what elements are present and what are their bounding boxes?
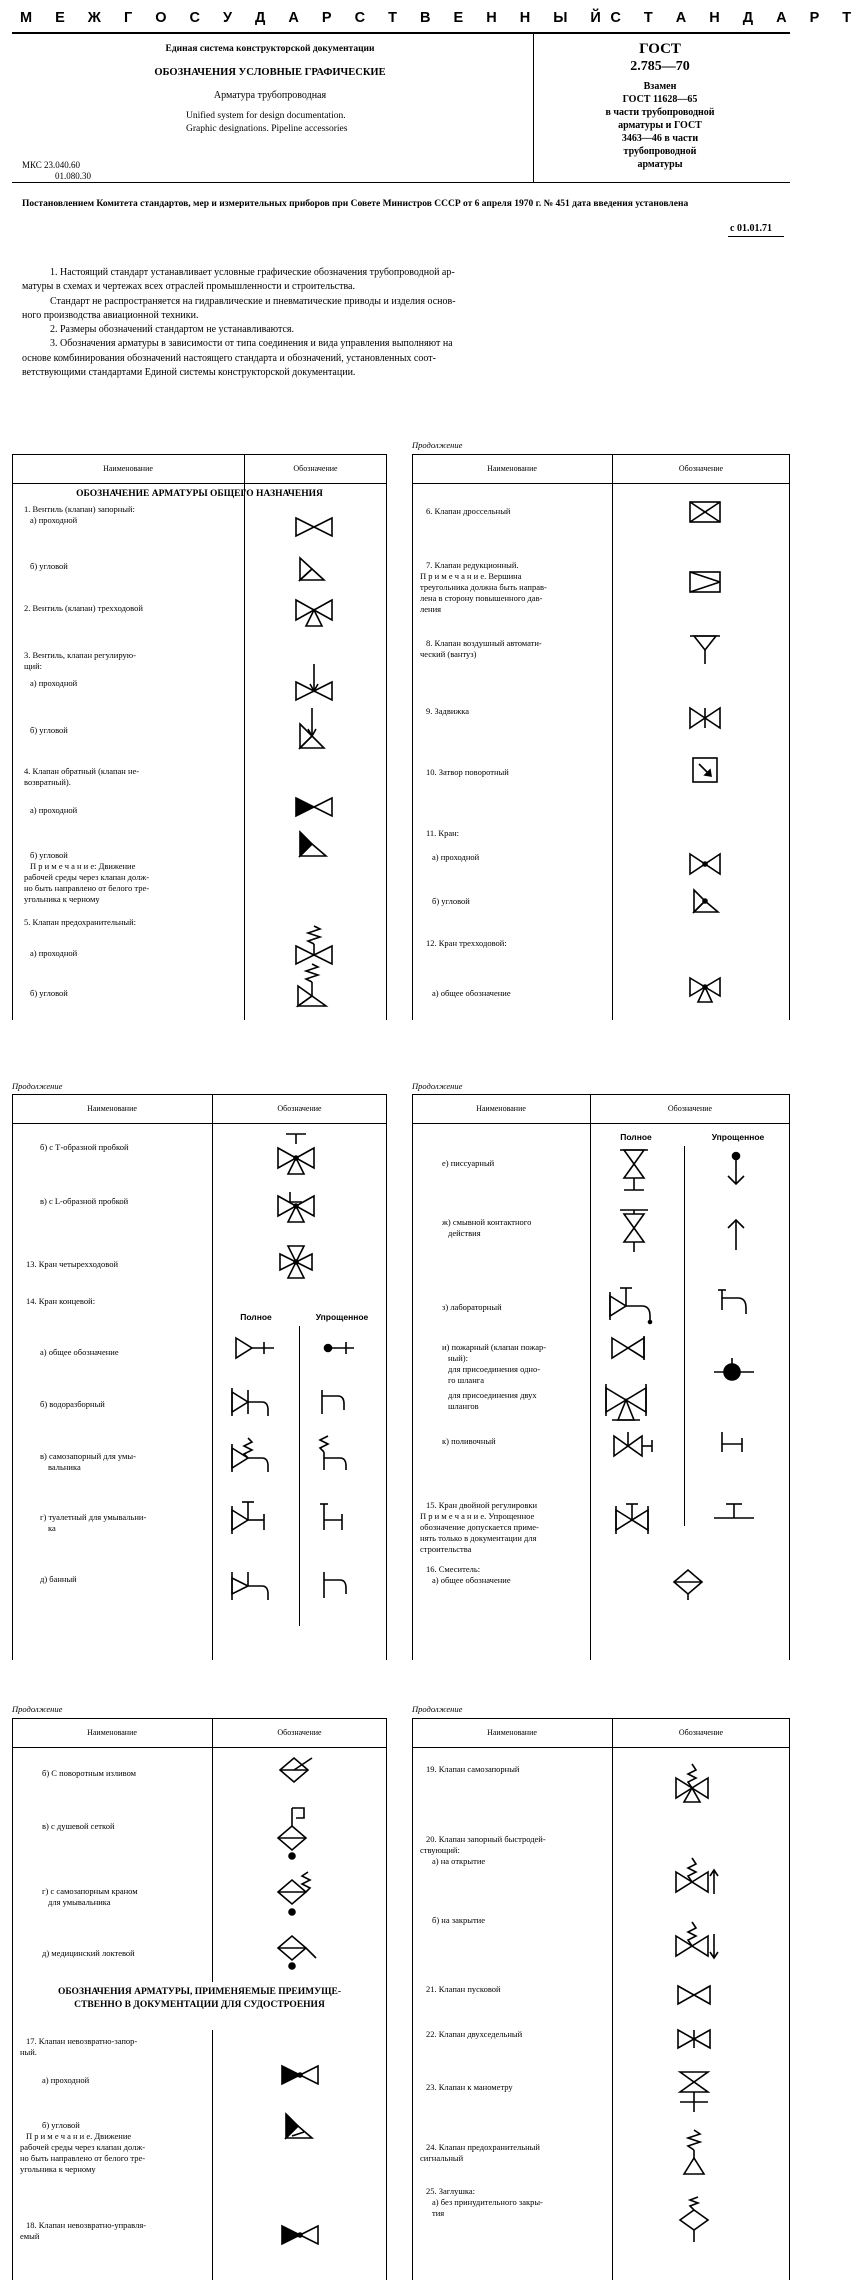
row-label: сигнальный — [420, 2153, 464, 2163]
row-label: рабочей среды через клапан долж- — [24, 872, 150, 882]
row-label: г) туалетный для умывальни- — [40, 1512, 147, 1522]
medical-elbow-mixer-symbol — [274, 1926, 320, 1972]
four-way-cock-symbol — [278, 1244, 318, 1284]
row-label: а) проходной — [42, 2075, 90, 2085]
fire-valve-simple-symbol — [712, 1356, 758, 1390]
col-name-header: Наименование — [487, 464, 537, 473]
intro-line: 2. Размеры обозначений стандартом не устанавливаются. — [50, 324, 295, 336]
english-title-2: Graphic designations. Pipeline accessories — [186, 124, 348, 134]
row-label: б) водоразборный — [40, 1399, 105, 1409]
gost-label: ГОСТ — [639, 41, 681, 57]
replace-line: арматуры — [637, 159, 683, 170]
header-divider — [533, 32, 534, 182]
row-label: в) с L-образной пробкой — [40, 1196, 129, 1206]
header-rule — [12, 32, 790, 34]
cock-straight-symbol — [688, 850, 724, 878]
header-bottom-rule — [12, 182, 790, 183]
intro-line: Стандарт не распространяется на гидравлические и пневматические приводы и изделия основ- — [50, 295, 456, 307]
watering-tap-simple-symbol — [716, 1430, 756, 1460]
row-label: 10. Затвор поворотный — [426, 767, 509, 777]
row-label: а) проходной — [432, 852, 480, 862]
row-label: 23. Клапан к манометру — [426, 2082, 513, 2092]
intro-text — [22, 266, 782, 380]
row-label: а) проходной — [30, 515, 78, 525]
row-label: 24. Клапан предохранительный — [426, 2142, 540, 2152]
row-label: б) угловой — [30, 988, 68, 998]
row-label: д) банный — [40, 1574, 77, 1584]
row-label: лена в сторону повышенного дав- — [420, 593, 543, 603]
table-page-1 — [12, 454, 387, 1020]
row-label: П р и м е ч а н и е. Упрощенное — [420, 1511, 535, 1521]
fire-valve-double-full-symbol — [604, 1380, 654, 1422]
date-underline — [728, 236, 784, 237]
row-label: б) угловой — [30, 850, 68, 860]
table-header — [12, 1094, 387, 1124]
gate-valve-symbol — [294, 512, 334, 542]
row-label: а) общее обозначение — [40, 1347, 119, 1357]
row-label: ж) смывной контактного — [442, 1217, 532, 1227]
t-plug-cock-symbol — [276, 1130, 316, 1176]
bath-tap-full-symbol — [230, 1568, 274, 1604]
continued-label: Продолжение — [412, 1081, 463, 1091]
row-label: 17. Клапан невозвратно-запор- — [26, 2036, 138, 2046]
full-column-label: Полное — [620, 1132, 652, 1142]
intro-line: ветствующими стандартами Единой системы конструкторской документации. — [22, 367, 356, 379]
row-label: 15. Кран двойной регулировки — [426, 1500, 538, 1510]
starting-valve-symbol — [676, 1980, 716, 2010]
end-cock-simple-symbol — [318, 1338, 358, 1358]
mixer-symbol — [670, 1568, 710, 1602]
row-label: б) С поворотным изливом — [42, 1768, 137, 1778]
col-symbol-header: Обозначение — [667, 1104, 713, 1113]
effective-date: с 01.01.71 — [730, 223, 772, 234]
control-valve-symbol — [294, 664, 334, 704]
document-subtitle: Арматура трубопроводная — [213, 90, 327, 101]
intro-line: 1. Настоящий стандарт устанавливает условные графические обозначения трубопроводной ар- — [50, 267, 455, 278]
row-label: 6. Клапан дроссельный — [426, 506, 511, 516]
row-label: 19. Клапан самозапорный — [426, 1764, 520, 1774]
self-closing-tap-simple-symbol — [318, 1436, 354, 1476]
row-label: а) проходной — [30, 678, 78, 688]
safety-angle-valve-symbol — [294, 962, 334, 1012]
row-label: угольника к черному — [24, 894, 100, 904]
mks-code-1: МКС 23.040.60 — [22, 160, 81, 170]
row-label: емый — [20, 2231, 40, 2241]
row-label: нять только в документации для — [420, 1533, 537, 1543]
row-label: обозначение допускается приме- — [420, 1522, 539, 1532]
shower-mixer-symbol — [274, 1804, 318, 1862]
row-label: П р и м е ч а н и е: Движение — [30, 861, 136, 871]
row-label: 18. Клапан невозвратно-управля- — [26, 2220, 147, 2230]
row-label: з) лабораторный — [442, 1302, 502, 1312]
air-valve-symbol — [688, 632, 724, 668]
row-label: б) с Т-образной пробкой — [40, 1142, 129, 1152]
row-label: П р и м е ч а н и е. Движение — [26, 2131, 132, 2141]
reducing-valve-symbol — [688, 570, 724, 596]
stop-flap-symbol — [676, 2196, 716, 2246]
fire-valve-single-full-symbol — [610, 1334, 650, 1364]
table-page-2 — [412, 454, 790, 1020]
row-label: 20. Клапан запорный быстродей- — [426, 1834, 546, 1844]
three-way-cock-symbol — [688, 974, 724, 1006]
col-name-header: Наименование — [87, 1104, 137, 1113]
system-name: Единая система конструкторской документации — [165, 44, 375, 54]
non-return-controlled-valve-symbol — [280, 2220, 320, 2250]
full-column-label: Полное — [240, 1312, 272, 1322]
row-label: б) угловой — [30, 725, 68, 735]
row-label: 11. Кран: — [426, 828, 460, 838]
replaces-block — [540, 80, 780, 171]
row-label: а) общее обозначение — [432, 988, 511, 998]
english-title-1: Unified system for design documentation. — [186, 111, 346, 121]
double-seat-valve-symbol — [676, 2024, 716, 2054]
self-closing-tap-full-symbol — [230, 1434, 274, 1476]
row-label: ствующий: — [420, 1845, 460, 1855]
row-label: шлангов — [448, 1401, 479, 1411]
flush-valve-full-symbol — [618, 1206, 652, 1256]
col-name-header: Наименование — [103, 464, 153, 473]
quick-close-valve-symbol — [674, 1918, 720, 1964]
document-title: ОБОЗНАЧЕНИЯ УСЛОВНЫЕ ГРАФИЧЕСКИЕ — [154, 67, 386, 78]
row-label: 25. Заглушка: — [426, 2186, 476, 2196]
row-label: 21. Клапан пусковой — [426, 1984, 501, 1994]
row-label: вальника — [48, 1462, 81, 1472]
row-label: действия — [448, 1228, 481, 1238]
row-label: но быть направлено от белого тре- — [20, 2153, 146, 2163]
row-label: возвратный). — [24, 777, 71, 787]
row-label: ный. — [20, 2047, 37, 2057]
row-label: ления — [420, 604, 442, 614]
row-label: 1. Вентиль (клапан) запорный: — [24, 504, 135, 514]
control-angle-valve-symbol — [296, 708, 336, 752]
end-cock-full-symbol — [234, 1336, 278, 1360]
row-label: 14. Кран концевой: — [26, 1296, 96, 1306]
row-label: для присоединения одно- — [448, 1364, 541, 1374]
non-return-stop-angle-valve-symbol — [282, 2110, 322, 2146]
row-label: ческий (вантуз) — [420, 649, 477, 659]
check-valve-symbol — [294, 792, 334, 822]
replace-line: ГОСТ 11628—65 — [622, 94, 698, 105]
intro-line: матуры в схемах и чертежах всех отраслей промышленности и строительства. — [22, 281, 355, 293]
row-label: к) поливочный — [442, 1436, 496, 1446]
row-label: 12. Кран трехходовой: — [426, 938, 507, 948]
row-label: б) угловой — [42, 2120, 80, 2130]
lab-tap-simple-symbol — [716, 1286, 756, 1324]
intro-line: 3. Обозначения арматуры в зависимости от типа соединения и вида управления выполняют на — [50, 338, 453, 350]
row-label: 4. Клапан обратный (клапан не- — [24, 766, 140, 776]
col-name-header: Наименование — [87, 1728, 137, 1737]
butterfly-valve-symbol — [691, 756, 721, 786]
toilet-tap-full-symbol — [230, 1498, 274, 1536]
check-angle-valve-symbol — [296, 828, 336, 862]
table-header — [12, 1718, 387, 1748]
throttle-valve-symbol — [688, 500, 724, 526]
watering-tap-full-symbol — [612, 1430, 656, 1462]
col-name-header: Наименование — [487, 1728, 537, 1737]
quick-open-valve-symbol — [674, 1854, 720, 1900]
row-label: 22. Клапан двухседельный — [426, 2029, 523, 2039]
row-label: 5. Клапан предохранительный: — [24, 917, 137, 927]
swivel-spout-mixer-symbol — [276, 1754, 316, 1790]
row-label: а) общее обозначение — [432, 1575, 511, 1585]
replace-line: трубопроводной — [623, 146, 697, 157]
row-label: а) проходной — [30, 948, 78, 958]
row-label: 2. Вентиль (клапан) трехходовой — [24, 603, 143, 613]
row-label: тия — [432, 2208, 445, 2218]
row-label: но быть направлено от белого тре- — [24, 883, 150, 893]
row-label: для умывальника — [48, 1897, 111, 1907]
intro-line: основе комбинирования обозначений настоящего стандарта и обозначений, установленных соот- — [22, 352, 436, 364]
replace-line: Взамен — [643, 81, 677, 92]
row-label: угольника к черному — [20, 2164, 96, 2174]
row-label: д) медицинский локтевой — [42, 1948, 135, 1958]
cock-angle-symbol — [690, 886, 726, 918]
water-tap-full-symbol — [230, 1386, 274, 1420]
urinal-tap-simple-symbol — [722, 1150, 752, 1192]
non-return-stop-valve-symbol — [280, 2060, 320, 2090]
row-label: 8. Клапан воздушный автомати- — [426, 638, 542, 648]
col-symbol-header: Обозначение — [678, 464, 724, 473]
simplified-column-label: Упрощенное — [315, 1312, 369, 1322]
continued-label: Продолжение — [12, 1081, 63, 1091]
double-adjust-valve-full-symbol — [614, 1500, 654, 1540]
signal-safety-valve-symbol — [678, 2130, 714, 2180]
continued-label: Продолжение — [12, 1704, 63, 1714]
row-label: и) пожарный (клапан пожар- — [442, 1342, 547, 1352]
three-way-valve-symbol — [294, 596, 334, 628]
row-label: б) угловой — [30, 561, 68, 571]
row-label: 7. Клапан редукционный. — [426, 560, 519, 570]
col-symbol-header: Обозначение — [277, 1104, 322, 1113]
bath-tap-simple-symbol — [318, 1568, 354, 1604]
row-label: строительства — [420, 1544, 472, 1554]
row-label: в) с душевой сеткой — [42, 1821, 115, 1831]
row-label: в) самозапорный для умы- — [40, 1451, 136, 1461]
row-label: 3. Вентиль, клапан регулирую- — [24, 650, 136, 660]
table-header — [12, 454, 387, 484]
gate-symbol — [688, 704, 724, 732]
continued-label: Продолжение — [412, 440, 463, 450]
continued-label: Продолжение — [412, 1704, 463, 1714]
replace-line: 3463—46 в части — [621, 133, 699, 144]
self-closing-mixer-symbol — [274, 1868, 318, 1920]
row-label: для присоединения двух — [448, 1390, 537, 1400]
col-name-header: Наименование — [476, 1104, 526, 1113]
l-plug-cock-symbol — [276, 1188, 316, 1228]
row-label: е) писсуарный — [442, 1158, 495, 1168]
self-closing-valve-symbol — [674, 1758, 714, 1806]
section-heading: СТВЕННО В ДОКУМЕНТАЦИИ ДЛЯ СУДОСТРОЕНИЯ — [74, 2000, 325, 2010]
row-label: треугольника должна быть направ- — [420, 582, 547, 592]
lab-tap-full-symbol — [608, 1284, 658, 1326]
urinal-tap-full-symbol — [618, 1146, 652, 1194]
toilet-tap-simple-symbol — [318, 1500, 354, 1536]
mks-code-2: 01.080.30 — [55, 171, 91, 181]
row-label: б) угловой — [432, 896, 470, 906]
standard-banner — [20, 4, 861, 32]
decree-text: Постановлением Комитета стандартов, мер и измерительных приборов при Совете Министров СССР от 6 апреля 1970 г. № 451 дата введения установлена — [22, 199, 689, 209]
banner-left: М Е Ж Г О С У Д А Р С Т В Е Н Н Ы Й — [20, 9, 611, 26]
flush-valve-simple-symbol — [722, 1214, 752, 1254]
row-label: 13. Кран четырехходовой — [26, 1259, 119, 1269]
row-label: 16. Смеситель: — [426, 1564, 481, 1574]
row-label: 9. Задвижка — [426, 706, 470, 716]
row-label: а) без принудительного закры- — [432, 2197, 543, 2207]
table-header — [412, 454, 790, 484]
col-symbol-header: Обозначение — [277, 1728, 322, 1737]
manometer-valve-symbol — [676, 2068, 716, 2116]
row-label: а) проходной — [30, 805, 78, 815]
row-label: ный): — [448, 1353, 469, 1363]
table-header — [412, 1718, 790, 1748]
water-tap-simple-symbol — [316, 1388, 352, 1418]
table-header — [412, 1094, 790, 1124]
section-heading: ОБОЗНАЧЕНИЕ АРМАТУРЫ ОБЩЕГО НАЗНАЧЕНИЯ — [76, 489, 323, 499]
section-heading: ОБОЗНАЧЕНИЯ АРМАТУРЫ, ПРИМЕНЯЕМЫЕ ПРЕИМУЩЕ- — [57, 1987, 342, 1997]
row-label: рабочей среды через клапан долж- — [20, 2142, 146, 2152]
intro-line: ного производства авиационной техники. — [22, 309, 199, 321]
replace-line: в части трубопроводной — [605, 107, 715, 118]
row-label: б) на закрытие — [432, 1915, 485, 1925]
row-label: г) с самозапорным краном — [42, 1886, 138, 1896]
double-adjust-valve-simple-symbol — [712, 1500, 758, 1534]
row-label: П р и м е ч а н и е. Вершина — [420, 571, 522, 581]
col-symbol-header: Обозначение — [678, 1728, 724, 1737]
gost-number: 2.785—70 — [630, 59, 690, 74]
row-label: го шланга — [448, 1375, 485, 1385]
simplified-column-label: Упрощенное — [711, 1132, 765, 1142]
col-symbol-header: Обозначение — [293, 464, 338, 473]
replace-line: арматуры и ГОСТ — [618, 120, 702, 131]
row-label: щий: — [24, 661, 43, 671]
banner-right: С Т А Н Д А Р Т — [610, 9, 861, 26]
angle-valve-symbol — [296, 554, 336, 584]
row-label: ка — [48, 1523, 56, 1533]
row-label: а) на открытие — [432, 1856, 486, 1866]
